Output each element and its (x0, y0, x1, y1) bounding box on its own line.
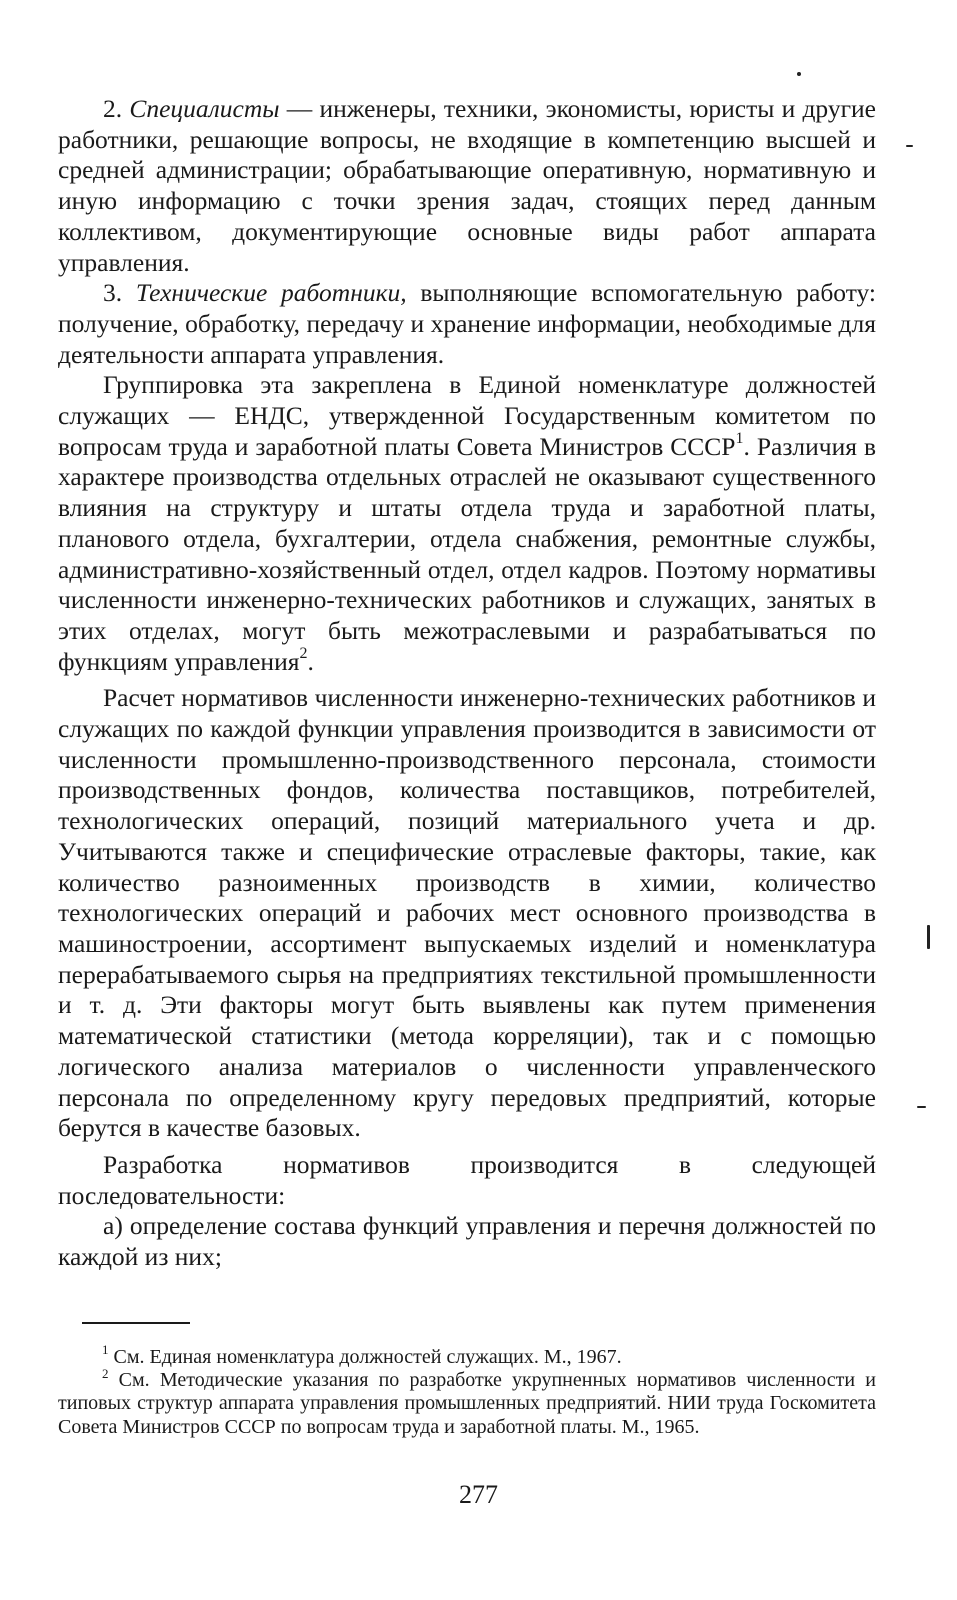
footnote-ref-2: 2 (299, 645, 308, 663)
paragraph-text: . (307, 646, 314, 676)
scan-speck (797, 72, 801, 76)
footnote-ref-1: 1 (735, 430, 744, 448)
footnote-mark: 2 (102, 1365, 109, 1381)
footnote-divider (82, 1322, 190, 1324)
paragraph-text: — инженеры, техники, экономисты, юристы и другие работники, решающие вопросы, не входящие в компетенцию высшей и средней администрации; обрабатывающие оперативную, нормативную и иную информацию с точки зрения задач, стоящих перед данным коллективом, документирующие основные виды работ аппарата управления. (58, 94, 877, 277)
term-specialists: Специалисты (129, 94, 280, 123)
item-number: 2. (103, 94, 130, 123)
paragraph-sequence: Разработка нормативов производится в следующей последовательности: (58, 1149, 876, 1210)
paragraph-step-a: а) определение состава функций управления и перечня должностей по каждой из них; (58, 1211, 876, 1272)
paragraph-text: выполняющие вспомогательную работу: получение, обработку, передачу и хранение информации, необходимые для деятельности аппарата управления. (58, 278, 877, 369)
paragraph-specialists (58, 94, 876, 278)
paragraph-grouping (58, 370, 876, 677)
footnote-1 (58, 1342, 876, 1369)
page-number: 277 (459, 1480, 498, 1509)
paragraph-calculation: Расчет нормативов численности инженерно-технических работников и служащих по каждой функции управления производится в зависимости от численности промышленно-производственного персонала, стоимости производственных фондов, количества поставщиков, потребителей, технологических операций, позиций материального учета и др. Учитываются также и специфические отраслевые факторы, такие, как количество разноименных производств в химии, количество технологических операций и рабочих мест основного производства в машиностроении, ассортимент выпускаемых изделий и номенклатура перерабатываемого сырья на предприятиях текстильной промышленности и т. д. Эти факторы могут быть выявлены как путем применения математической статистики (метода корреляции), так и с помощью логического анализа материалов о численности управленческого персонала по определенному кругу передовых предприятий, которые берутся в качестве базовых. (58, 683, 876, 1143)
footnote-text: См. Единая номенклатура должностей служащих. М., 1967. (108, 1346, 622, 1368)
item-number: 3. (103, 278, 136, 308)
footnotes (58, 1342, 876, 1439)
footnote-text: См. Методические указания по разработке укрупненных нормативов численности и типовых структур аппарата управления промышленных предприятий. НИИ труда Госкомитета Совета Министров СССР по вопросам труда и заработной платы. М., 1965. (58, 1369, 876, 1438)
term-technical-workers: Технические работники, (135, 278, 407, 308)
scan-speck (927, 925, 930, 949)
paragraph-technical-workers (58, 278, 876, 370)
main-text (58, 94, 876, 1273)
footnote-mark: 1 (102, 1342, 109, 1358)
footnote-2 (58, 1365, 876, 1439)
paragraph-text: . Различия в характере производства отдельных отраслей не оказывают существенного влияния на структуру и штаты отдела труда и заработной платы, планового отдела, бухгалтерии, отдела снабжения, ремонтные службы, административно-хозяйственный отдел, отдел кадров. Поэтому нормативы численности инженерно-технических работников и служащих, занятых в этих отделах, могут быть межотраслевыми и разрабатываться по функциям управления (58, 431, 876, 676)
scan-speck (917, 1106, 926, 1108)
paragraph-text: Группировка эта закреплена в Единой номенклатуре должностей служащих — ЕНДС, утвержденной Государственным комитетом по вопросам труда и заработной платы Совета Министров СССР (58, 370, 876, 461)
scan-speck (906, 145, 913, 147)
